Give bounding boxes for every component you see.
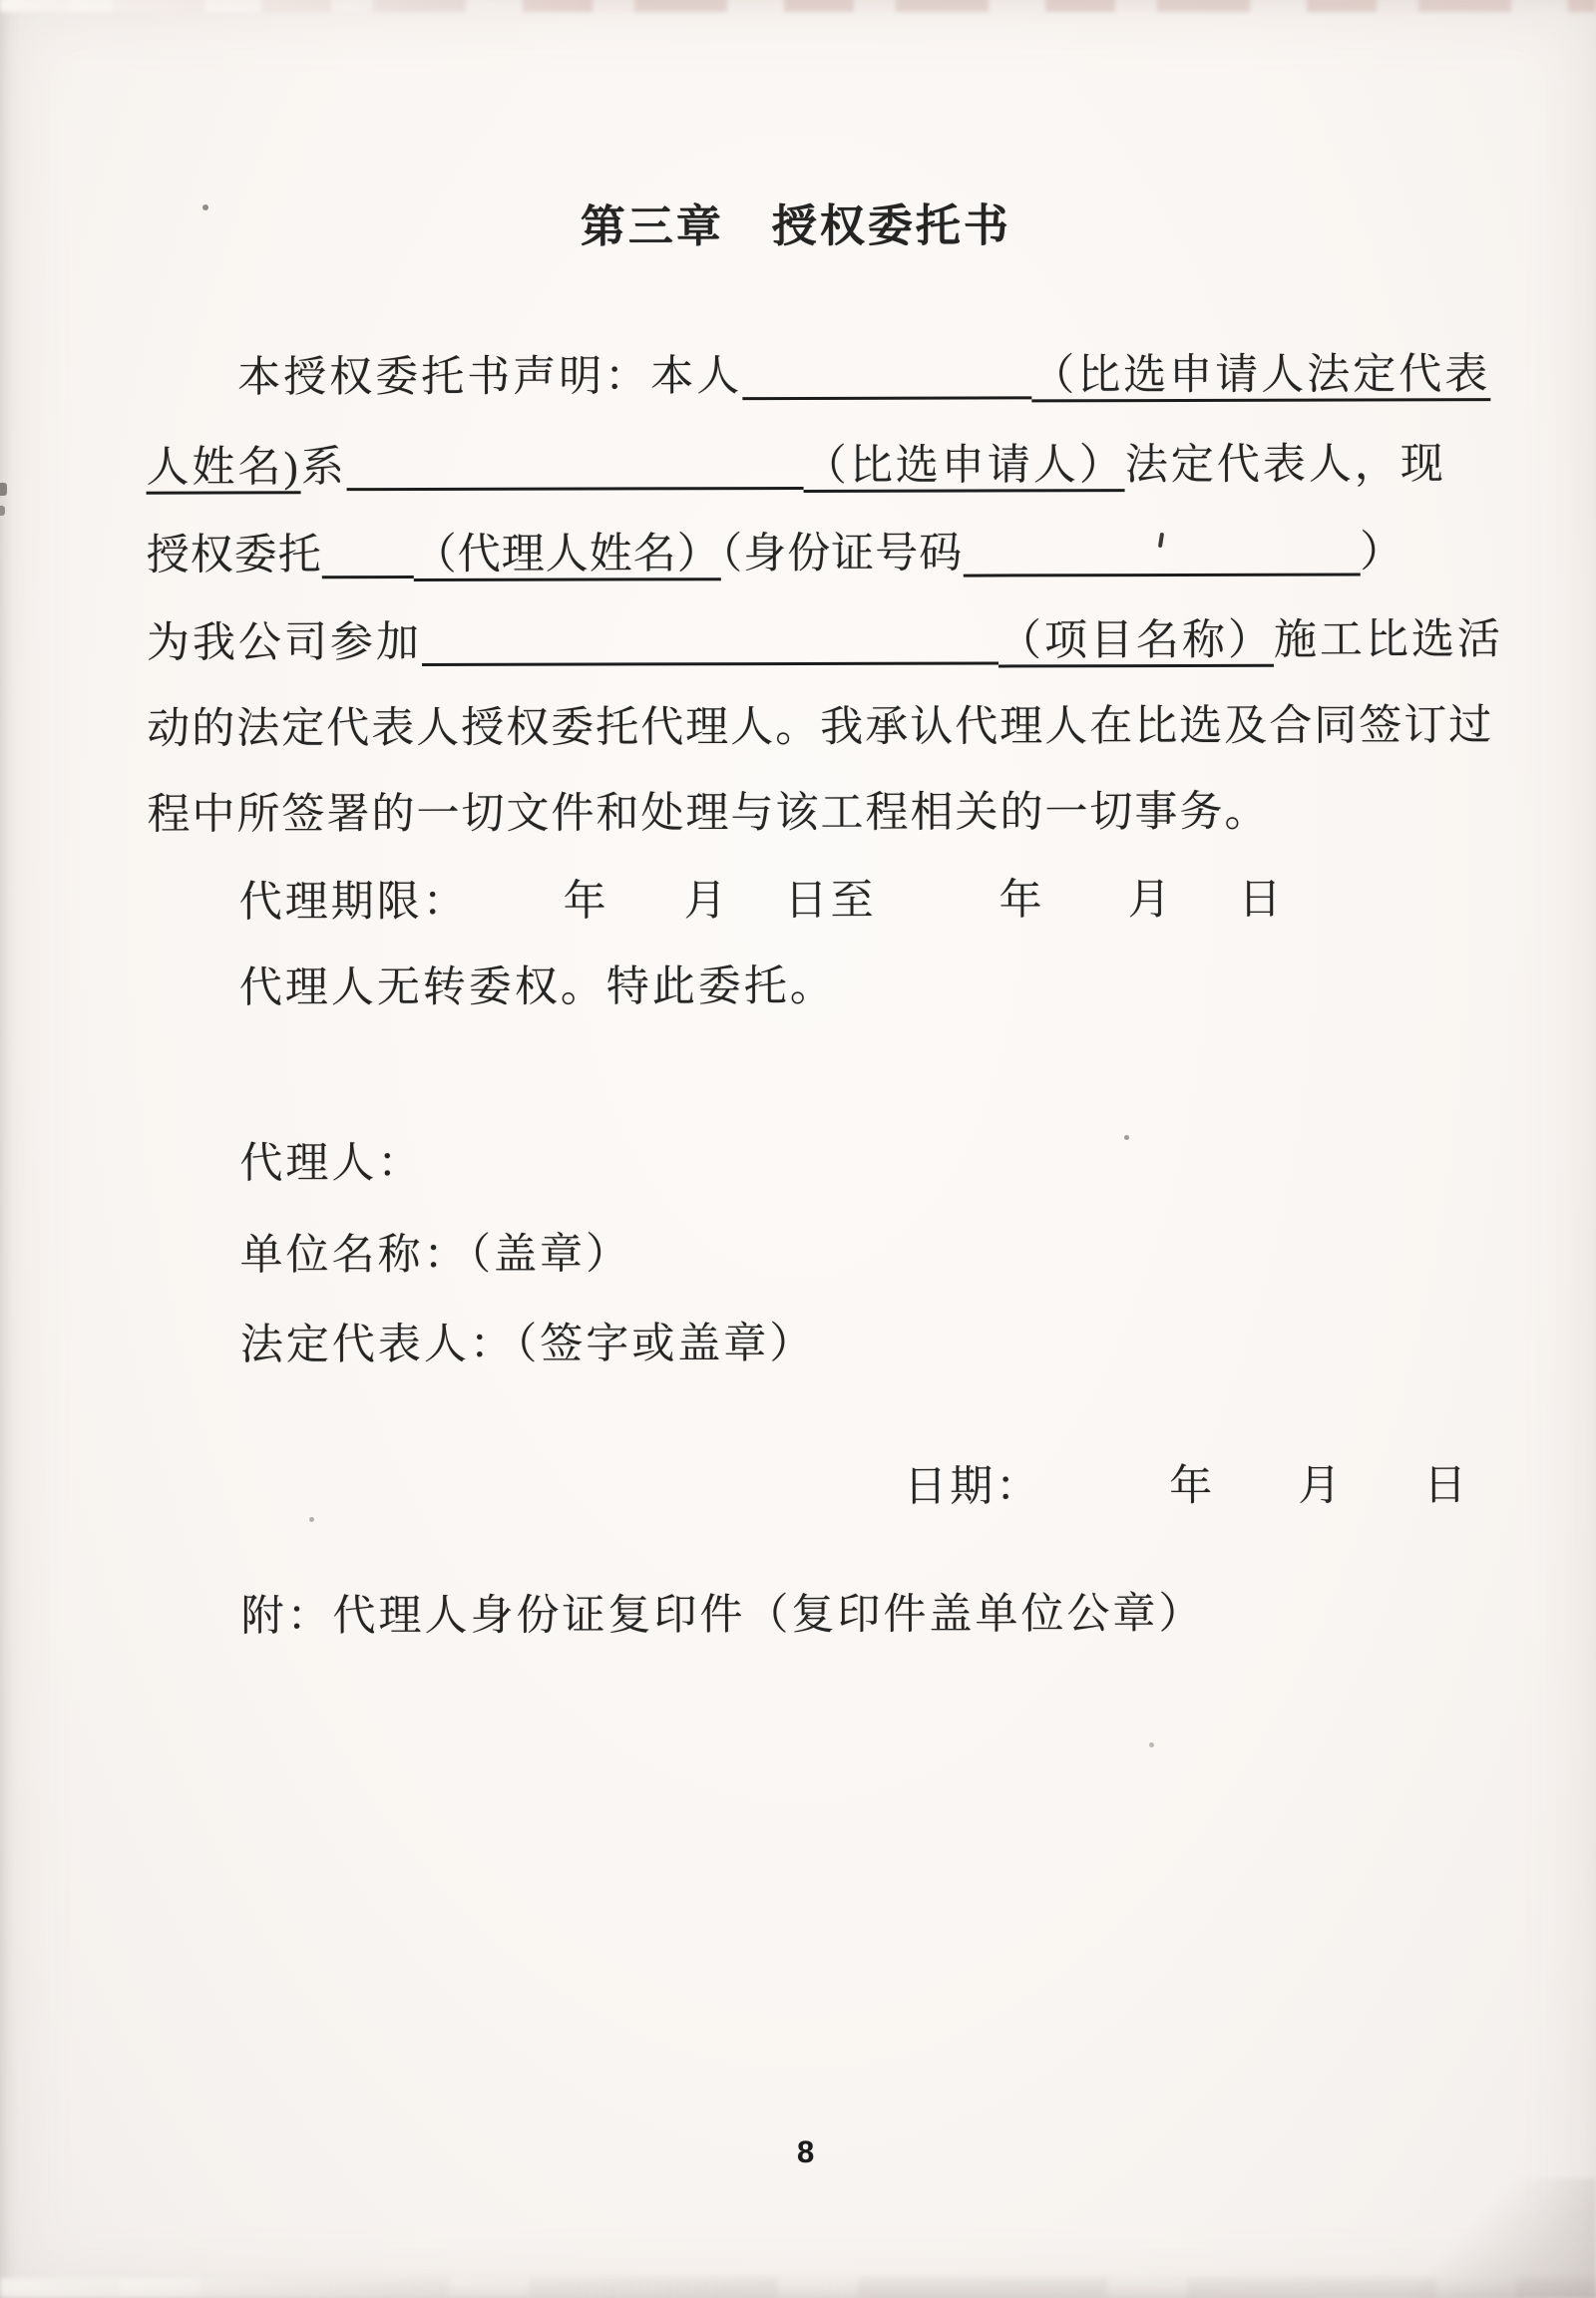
page-number: 8 [796, 2133, 815, 2170]
unit-name-line [240, 1227, 632, 1284]
declaration-line-1 [237, 347, 1490, 406]
term-day-until: 日 [1238, 876, 1285, 924]
declaration-text: （身份证号码 [720, 530, 964, 578]
scan-edge-mark [0, 483, 7, 496]
scan-speck [1149, 1742, 1154, 1747]
note-project-name: （项目名称） [998, 617, 1274, 668]
attachment-note [240, 1587, 1204, 1646]
scan-edge-mark [0, 506, 5, 516]
no-subdelegation-line [239, 959, 836, 1017]
date-line [904, 1458, 1469, 1515]
date-year: 年 [1169, 1462, 1216, 1511]
scan-speck [1124, 1135, 1129, 1140]
date-month: 月 [1298, 1462, 1345, 1510]
note-applicant: （比选申请人） [804, 442, 1125, 493]
scan-bottom-edge [0, 2278, 1596, 2298]
declaration-text: 本授权委托书声明：本人 [237, 353, 743, 402]
agency-term-line [239, 873, 1285, 932]
chapter-title: 第三章 授权委托书 [580, 200, 1011, 252]
blank-principal-name [742, 395, 1031, 400]
unit-name-label: 单位名称：（盖章） [239, 1231, 632, 1280]
term-month-from: 月 [683, 878, 730, 926]
term-day-to: 日至 [784, 877, 877, 926]
declaration-text: 系 [300, 444, 347, 492]
declaration-text: 动的法定代表人授权委托代理人。我承认代理人在比选及合同签订过 [147, 702, 1494, 753]
blank-agent-name [322, 574, 414, 578]
note-applicant-rep: （比选申请人法定代表 [1031, 351, 1490, 402]
declaration-text: 为我公司参加 [146, 618, 423, 667]
declaration-line-6 [147, 785, 1269, 844]
declaration-line-2 [146, 437, 1445, 496]
declaration-line-5 [147, 698, 1493, 758]
declaration-line-3 [147, 525, 1404, 583]
blank-project-name [422, 660, 998, 666]
note-agent-name: （代理人姓名） [414, 531, 721, 581]
note-rep-name-tail: 人姓名) [146, 444, 300, 494]
declaration-text: 授权委托 [146, 532, 322, 579]
agent-signature-line [239, 1136, 423, 1192]
attachment-text: 附：代理人身份证复印件（复印件盖单位公章） [240, 1590, 1205, 1641]
agency-term-label: 代理期限： [238, 878, 469, 927]
no-subdelegation-text: 代理人无转委权。特此委托。 [238, 962, 836, 1012]
term-month-until: 月 [1127, 877, 1174, 925]
date-day: 日 [1423, 1462, 1470, 1510]
declaration-text: ） [1360, 529, 1404, 576]
agent-label: 代理人： [239, 1139, 424, 1188]
blank-id-number [963, 573, 1360, 577]
term-year-from: 年 [563, 878, 609, 926]
declaration-text: 程中所签署的一切文件和处理与该工程相关的一切事务。 [147, 788, 1270, 839]
declaration-line-4 [147, 612, 1503, 672]
scan-speck [309, 1517, 314, 1522]
declaration-text: 法定代表人，现 [1124, 441, 1446, 490]
term-year-until: 年 [998, 877, 1045, 925]
legal-rep-label: 法定代表人：（签字或盖章） [239, 1320, 816, 1369]
declaration-text: 施工比选活 [1273, 616, 1504, 664]
scan-speck [202, 204, 208, 210]
legal-rep-line [240, 1317, 816, 1374]
date-label: 日期： [904, 1463, 1042, 1511]
blank-applicant-name [347, 486, 804, 491]
